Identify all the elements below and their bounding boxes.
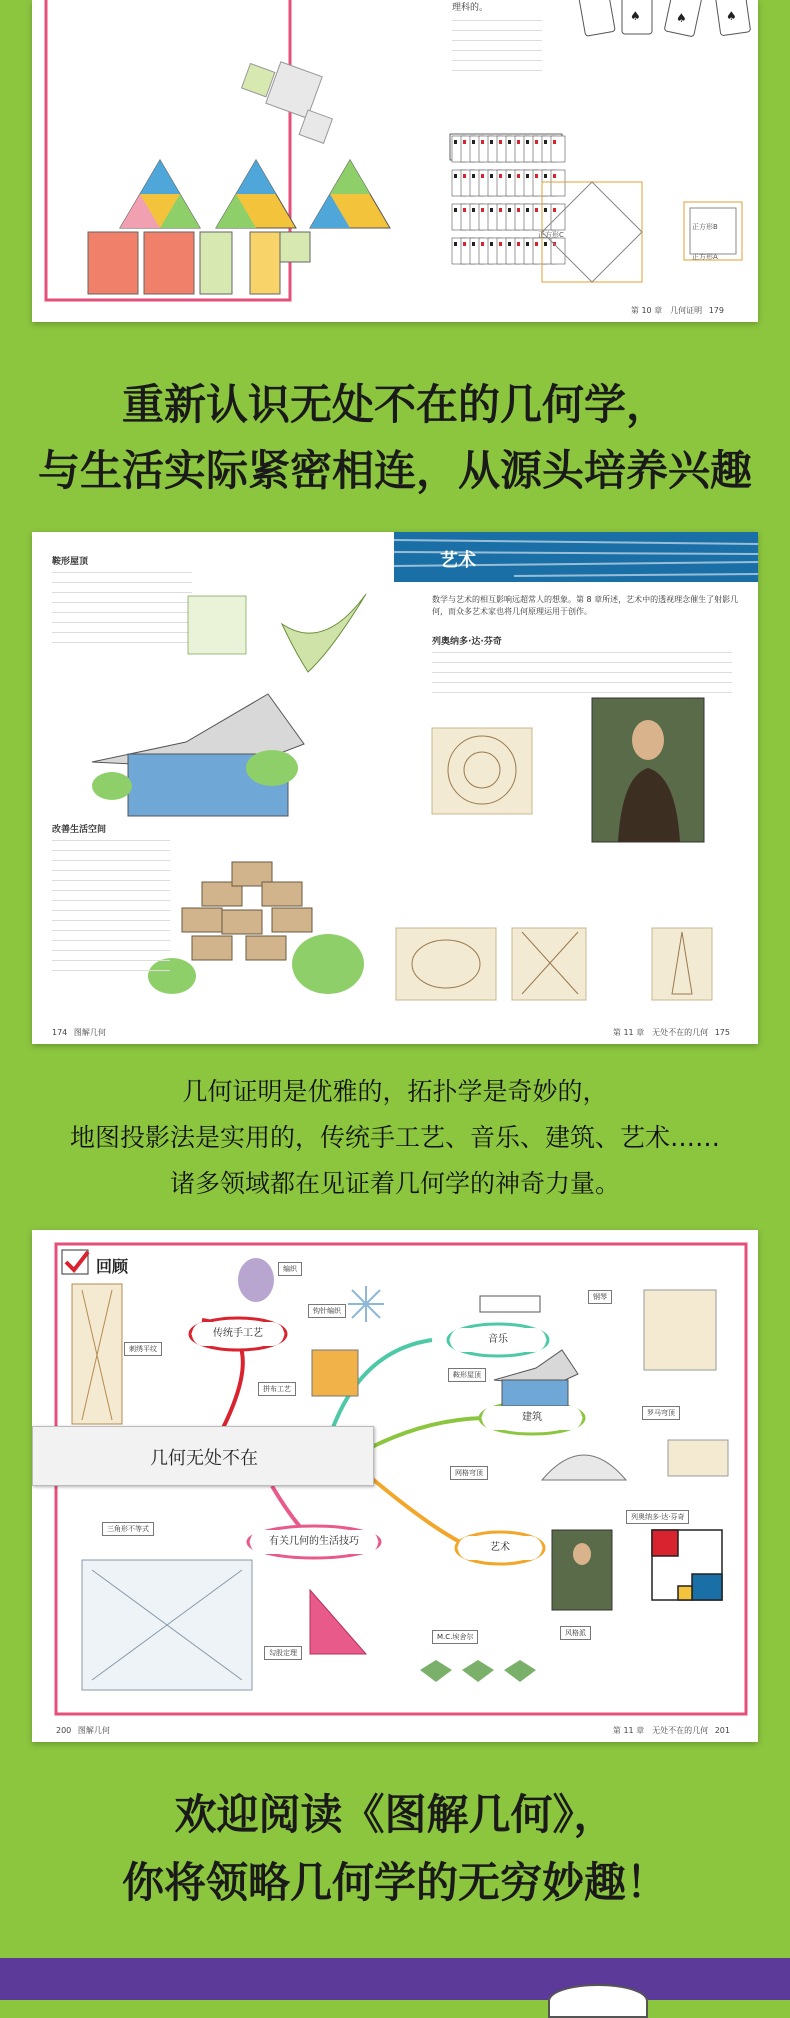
book-page-review [32,1230,758,1742]
page-footer-right [613,1027,730,1038]
review-label: 回顾 [96,1257,129,1276]
playing-card [551,170,565,196]
page-footer-left [52,1027,106,1038]
card-pip [454,174,457,178]
card-pip [472,242,475,246]
card-pip [544,242,547,246]
square-label-c: 正方形C [538,231,564,239]
card-pip [490,174,493,178]
card-pip [472,140,475,144]
card-pip [508,174,511,178]
page-number: 179 [708,306,724,315]
card-pip [517,208,520,212]
card-pip [526,242,529,246]
card-pip [490,242,493,246]
node-piano: 钢琴 [588,1290,612,1304]
node-davinci: 列奥纳多·达·芬奇 [626,1510,689,1524]
card-pip [499,174,502,178]
card-pip [463,208,466,212]
card-pip [517,242,520,246]
card-pip [553,140,556,144]
node-pythagoras: 勾股定理 [264,1646,302,1660]
node-roof: 鞍形屋顶 [448,1368,486,1382]
playing-card [551,238,565,264]
middle-text-line-1: 几何证明是优雅的，拓扑学是奇妙的， [182,1077,608,1106]
square-label-a: 正方形A [692,253,718,261]
topic-architecture: 建筑 [482,1406,582,1430]
card-pip [454,140,457,144]
card-pip [454,242,457,246]
node-dome: 网格穹顶 [450,1466,488,1480]
card-pip [544,140,547,144]
card-pip [517,174,520,178]
node-knitting: 钩针编织 [308,1304,346,1318]
chapter-label: 第 11 章 无处不在的几何 [612,1726,709,1735]
welcome-line-1: 欢迎阅读《图解几何》， [174,1790,616,1839]
book-page-art [32,532,758,1044]
body-text-block [52,840,170,980]
page-illustration [32,0,758,322]
topic-life-tips: 有关几何的生活技巧 [250,1530,378,1554]
page-number: 174 [52,1028,68,1037]
page-footer-right [613,1725,730,1736]
topic-music: 音乐 [450,1328,546,1352]
band-title: 艺术 [440,550,476,571]
card-pip [535,242,538,246]
card-pip [517,140,520,144]
svg-text:♠: ♠ [676,11,687,25]
square-label-b: 正方形B [692,223,718,231]
card-pip [544,174,547,178]
card-pip [508,242,511,246]
section-heading: 鞍形屋顶 [52,557,89,567]
body-text: 理科的。 [452,3,489,13]
welcome-line-2: 你将领略几何学的无穷妙趣！ [121,1858,668,1907]
page-number: 200 [56,1726,72,1735]
page-number: 201 [714,1726,730,1735]
card-pip [535,174,538,178]
intro-text: 数学与艺术的相互影响远超常人的想象。第 8 章所述，艺术中的透视理念催生了射影几何，而众多艺术家也将几何原理运用于创作。 [432,595,739,616]
art-illustration [392,532,758,1044]
page-footer-left [56,1725,110,1736]
card-pip [463,242,466,246]
playing-card [551,136,565,162]
mindmap-illustration [32,1230,758,1742]
card-pip [454,208,457,212]
card-pip [481,140,484,144]
svg-text:♠: ♠ [726,9,737,23]
topic-crafts: 传统手工艺 [192,1322,284,1346]
card-pip [535,140,538,144]
card-pip [544,208,547,212]
card-pip [526,208,529,212]
card-pip [499,208,502,212]
card-pip [508,140,511,144]
book-page-proofs [32,0,758,322]
card-pip [490,140,493,144]
card-pip [472,208,475,212]
book-title-footer: 图解几何 [77,1726,110,1735]
chapter-label: 第 10 章 几何证明 [630,306,703,315]
page-footer [631,305,724,316]
svg-text:♠: ♠ [630,9,641,23]
section-heading: 改善生活空间 [52,825,107,835]
card-pip [526,140,529,144]
card-pip [508,208,511,212]
card-pip [490,208,493,212]
card-pip [553,174,556,178]
chapter-label: 第 11 章 无处不在的几何 [612,1028,709,1037]
playing-card [551,204,565,230]
bottom-decoration [548,1984,648,2018]
node-pattern: 刺绣平纹 [124,1342,162,1356]
topic-art: 艺术 [458,1536,542,1560]
headline-line-1: 重新认识无处不在的几何学， [121,380,668,429]
node-roma: 罗马穹顶 [642,1406,680,1420]
card-pip [481,242,484,246]
card-pip [463,174,466,178]
card-pip [499,140,502,144]
node-mondrian: 风格派 [560,1626,591,1640]
page-number: 175 [714,1028,730,1037]
card-pip [481,174,484,178]
card-pip [535,208,538,212]
node-quilt: 拼布工艺 [258,1382,296,1396]
card-pip [553,208,556,212]
body-text-block [452,16,542,80]
bottom-banner [0,1958,790,2000]
book-title-footer: 图解几何 [73,1028,106,1037]
card-pip [472,174,475,178]
headline-line-2: 与生活实际紧密相连，从源头培养兴趣 [37,446,752,495]
center-topic-label: 几何无处不在 [150,1448,258,1469]
middle-text-line-3: 诸多领域都在见证着几何学的神奇力量。 [169,1169,620,1198]
middle-text-line-2: 地图投影法是实用的，传统手工艺、音乐、建筑、艺术…… [69,1123,720,1152]
card-pip [481,208,484,212]
node-escher: M.C.埃舍尔 [432,1630,478,1644]
card-pip [463,140,466,144]
card-pip [526,174,529,178]
node-triangle-inequality: 三角形不等式 [102,1522,154,1536]
card-pip [499,242,502,246]
section-heading: 列奥纳多·达·芬奇 [432,637,502,647]
node-weaving: 编织 [278,1262,302,1276]
